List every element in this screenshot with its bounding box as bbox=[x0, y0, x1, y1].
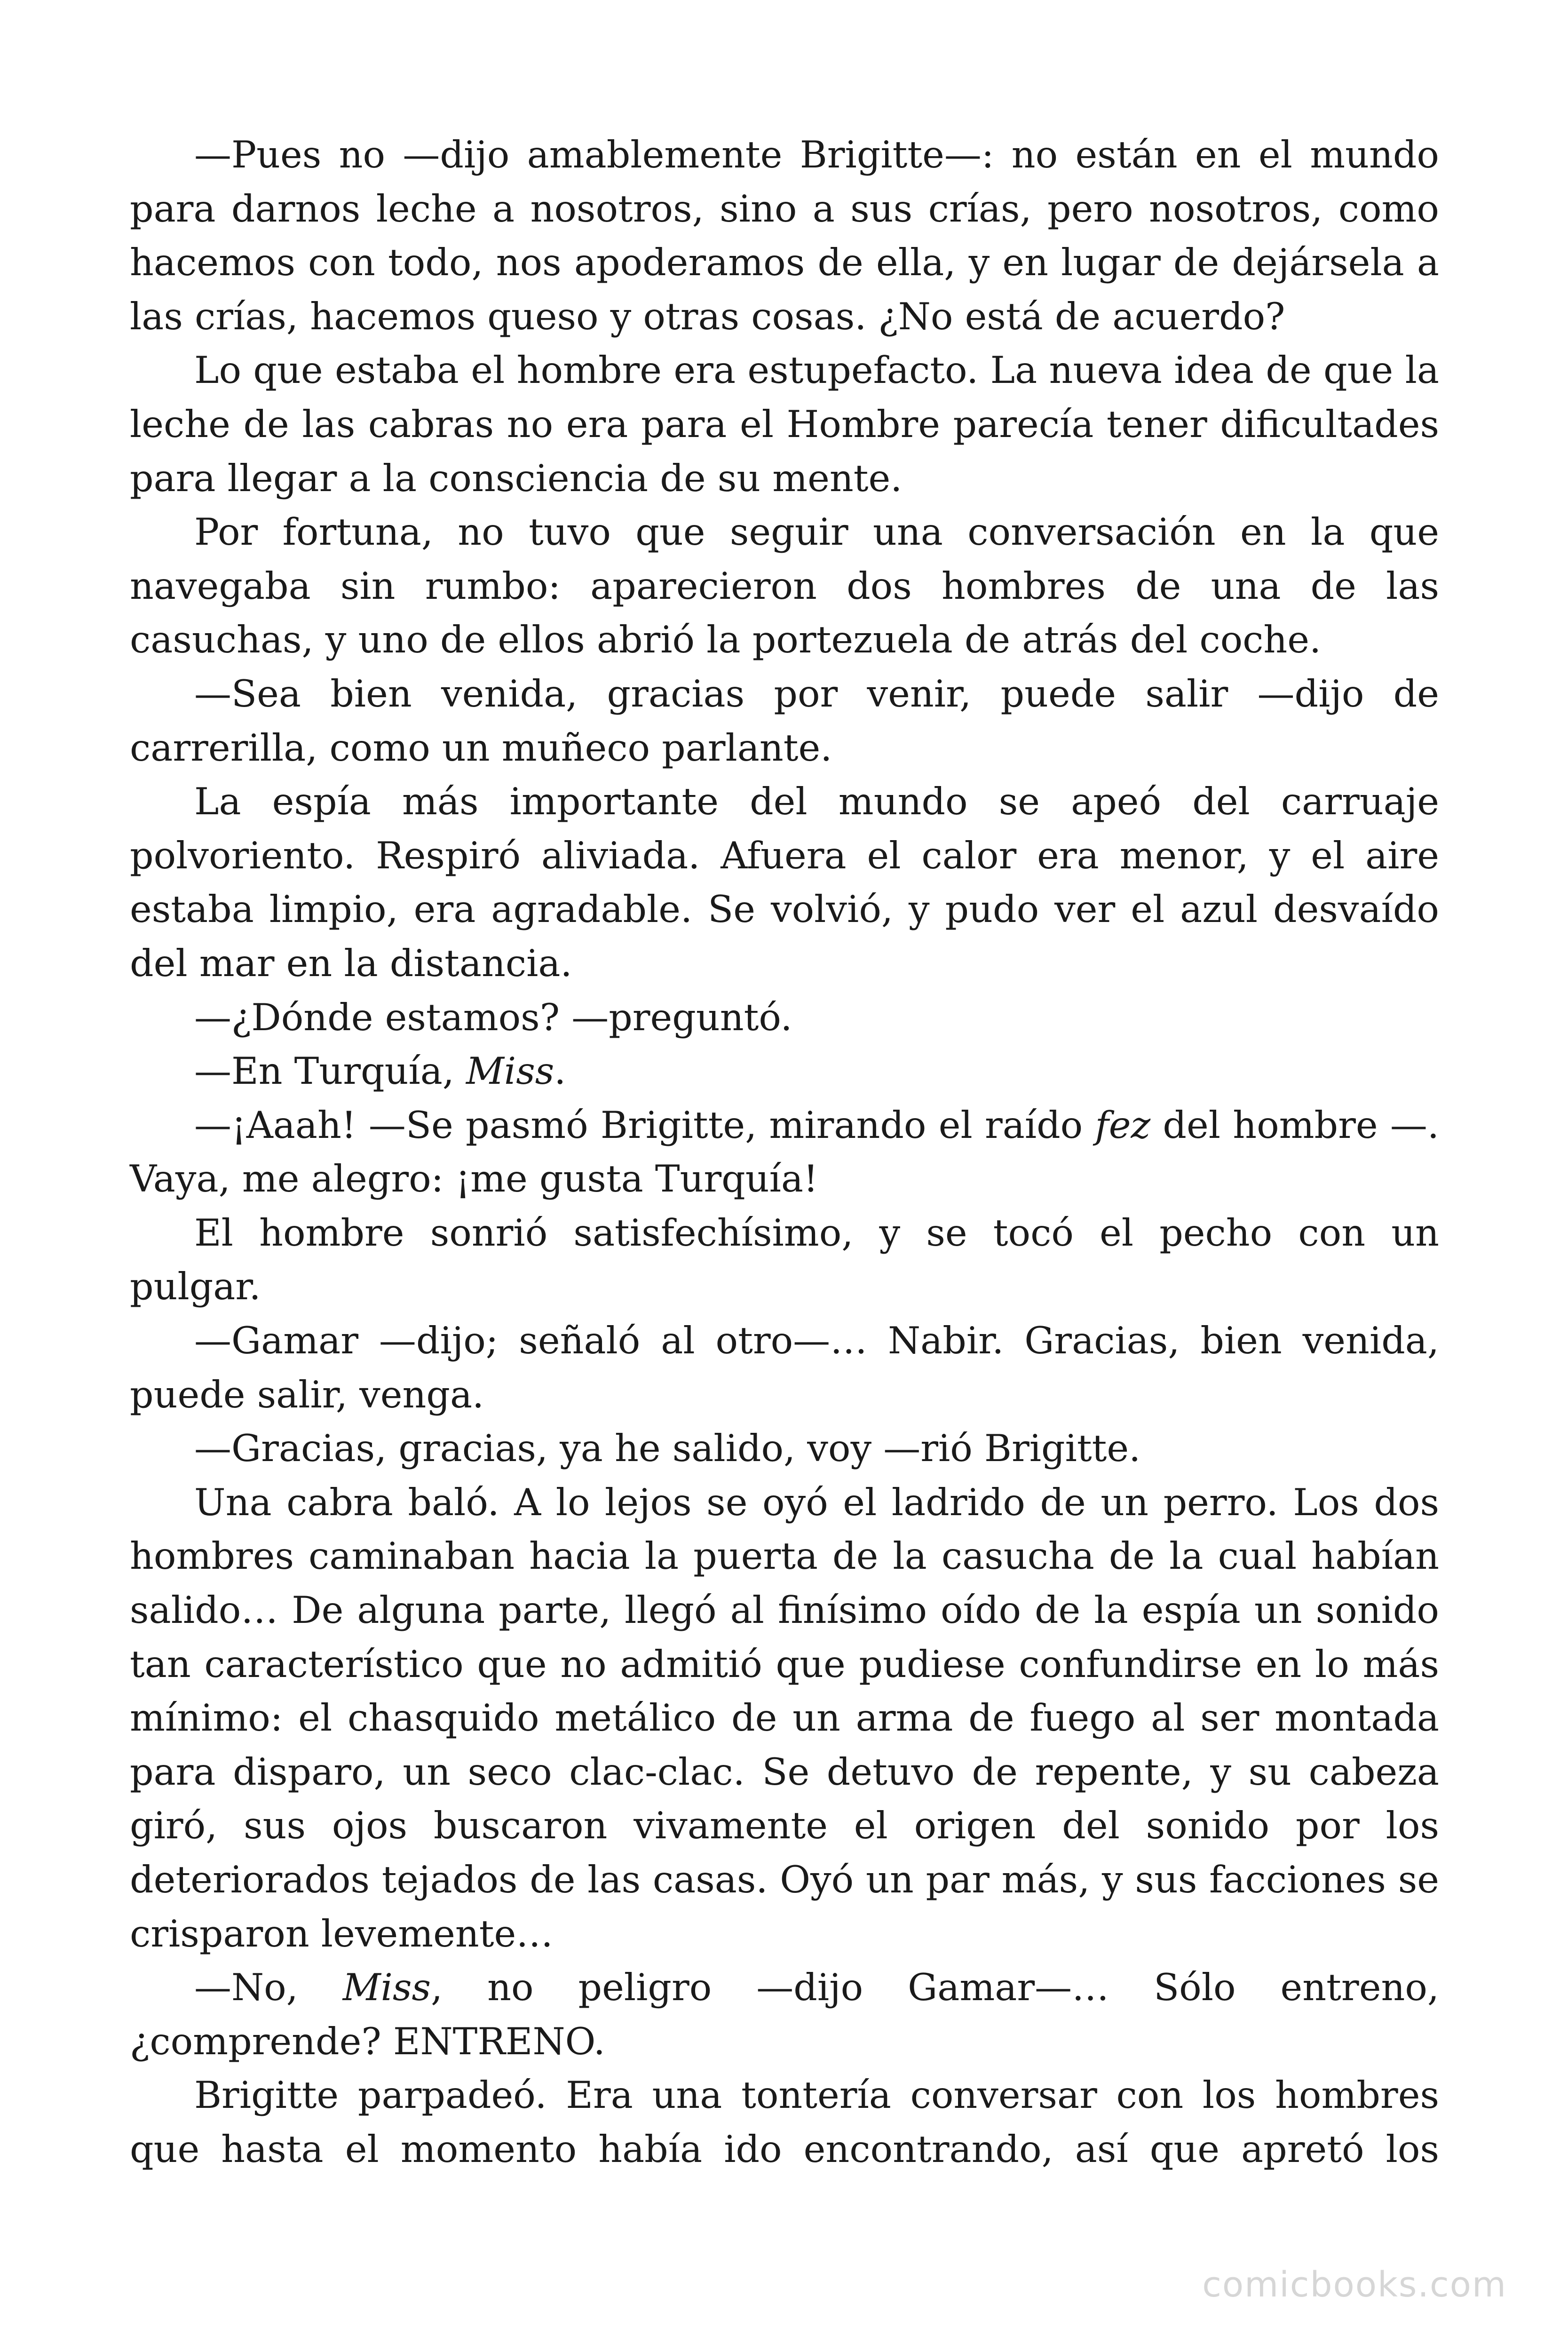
text-run: La espía más importante del mundo se apeó del carruaje polvoriento. Respiró aliviada. Afuera el calor era menor, y el aire estaba limpio, era agradable. Se volvió, y pudo ver el azul desvaído del mar en la distancia. bbox=[130, 780, 1439, 985]
italic-text: Miss bbox=[342, 1966, 431, 2010]
text-run: Brigitte parpadeó. Era una tontería conversar con los hombres que hasta el momento había ido encontrando, así que apretó los bbox=[130, 2074, 1439, 2171]
text-run: —¡Aaah! —Se pasmó Brigitte, mirando el raído bbox=[194, 1103, 1095, 1147]
paragraph bbox=[130, 1206, 1439, 1314]
text-run: El hombre sonrió satisfechísimo, y se tocó el pecho con un pulgar. bbox=[130, 1211, 1439, 1309]
text-run: Por fortuna, no tuvo que seguir una conversación en la que navegaba sin rumbo: aparecieron dos hombres de una de las casuchas, y uno de ellos abrió la portezuela de atrás del coche. bbox=[130, 510, 1439, 662]
text-run: —¿Dónde estamos? —preguntó. bbox=[194, 995, 792, 1039]
paragraph bbox=[130, 1422, 1439, 1476]
paragraph bbox=[130, 1476, 1439, 1961]
text-run: —No, bbox=[194, 1966, 343, 2010]
text-run: Lo que estaba el hombre era estupefacto. La nueva idea de que la leche de las cabras no era para el Hombre parecía tener dificultades para llegar a la consciencia de su mente. bbox=[130, 349, 1439, 500]
text-run: . bbox=[554, 1049, 566, 1093]
paragraph bbox=[130, 667, 1439, 775]
text-run: —Pues no —dijo amablemente Brigitte—: no están en el mundo para darnos leche a nosotros, sino a sus crías, pero nosotros, como hacemos con todo, nos apoderamos de ella, y en lugar de dejársela a las crías, hacemos queso y otras cosas. ¿No está de acuerdo? bbox=[130, 133, 1439, 338]
text-run: —Gamar —dijo; señaló al otro—… Nabir. Gracias, bien venida, puede salir, venga. bbox=[130, 1319, 1439, 1416]
paragraph bbox=[130, 991, 1439, 1045]
paragraph bbox=[130, 343, 1439, 505]
text-run: —Gracias, gracias, ya he salido, voy —rió Brigitte. bbox=[194, 1427, 1141, 1470]
text-run: —Sea bien venida, gracias por venir, puede salir —dijo de carrerilla, como un muñeco parlante. bbox=[130, 672, 1439, 770]
watermark: comicbooks.com bbox=[1202, 2265, 1507, 2305]
paragraph bbox=[130, 775, 1439, 990]
paragraph bbox=[130, 1044, 1439, 1098]
paragraph bbox=[130, 2068, 1439, 2176]
paragraph bbox=[130, 1098, 1439, 1206]
italic-text: fez bbox=[1095, 1103, 1151, 1147]
text-run: —En Turquía, bbox=[194, 1049, 467, 1093]
text-run: , no peligro —dijo Gamar—… Sólo entreno, ¿comprende? ENTRENO. bbox=[130, 1966, 1439, 2063]
body-text bbox=[130, 128, 1439, 2177]
text-run: del hombre —. Vaya, me alegro: ¡me gusta Turquía! bbox=[130, 1103, 1439, 1201]
text-run: Una cabra baló. A lo lejos se oyó el ladrido de un perro. Los dos hombres caminaban hacia la puerta de la casucha de la cual habían salido… De alguna parte, llegó al finísimo oído de la espía un sonido tan característico que no admitió que pudiese confundirse en lo más mínimo: el chasquido metálico de un arma de fuego al ser montada para disparo, un seco clac-clac. Se detuvo de repente, y su cabeza giró, sus ojos buscaron vivamente el origen del sonido por los deteriorados tejados de las casas. Oyó un par más, y sus facciones se crisparon levemente… bbox=[130, 1480, 1439, 1955]
paragraph bbox=[130, 1314, 1439, 1422]
paragraph bbox=[130, 128, 1439, 343]
paragraph bbox=[130, 1961, 1439, 2068]
italic-text: Miss bbox=[466, 1049, 554, 1093]
paragraph bbox=[130, 505, 1439, 667]
